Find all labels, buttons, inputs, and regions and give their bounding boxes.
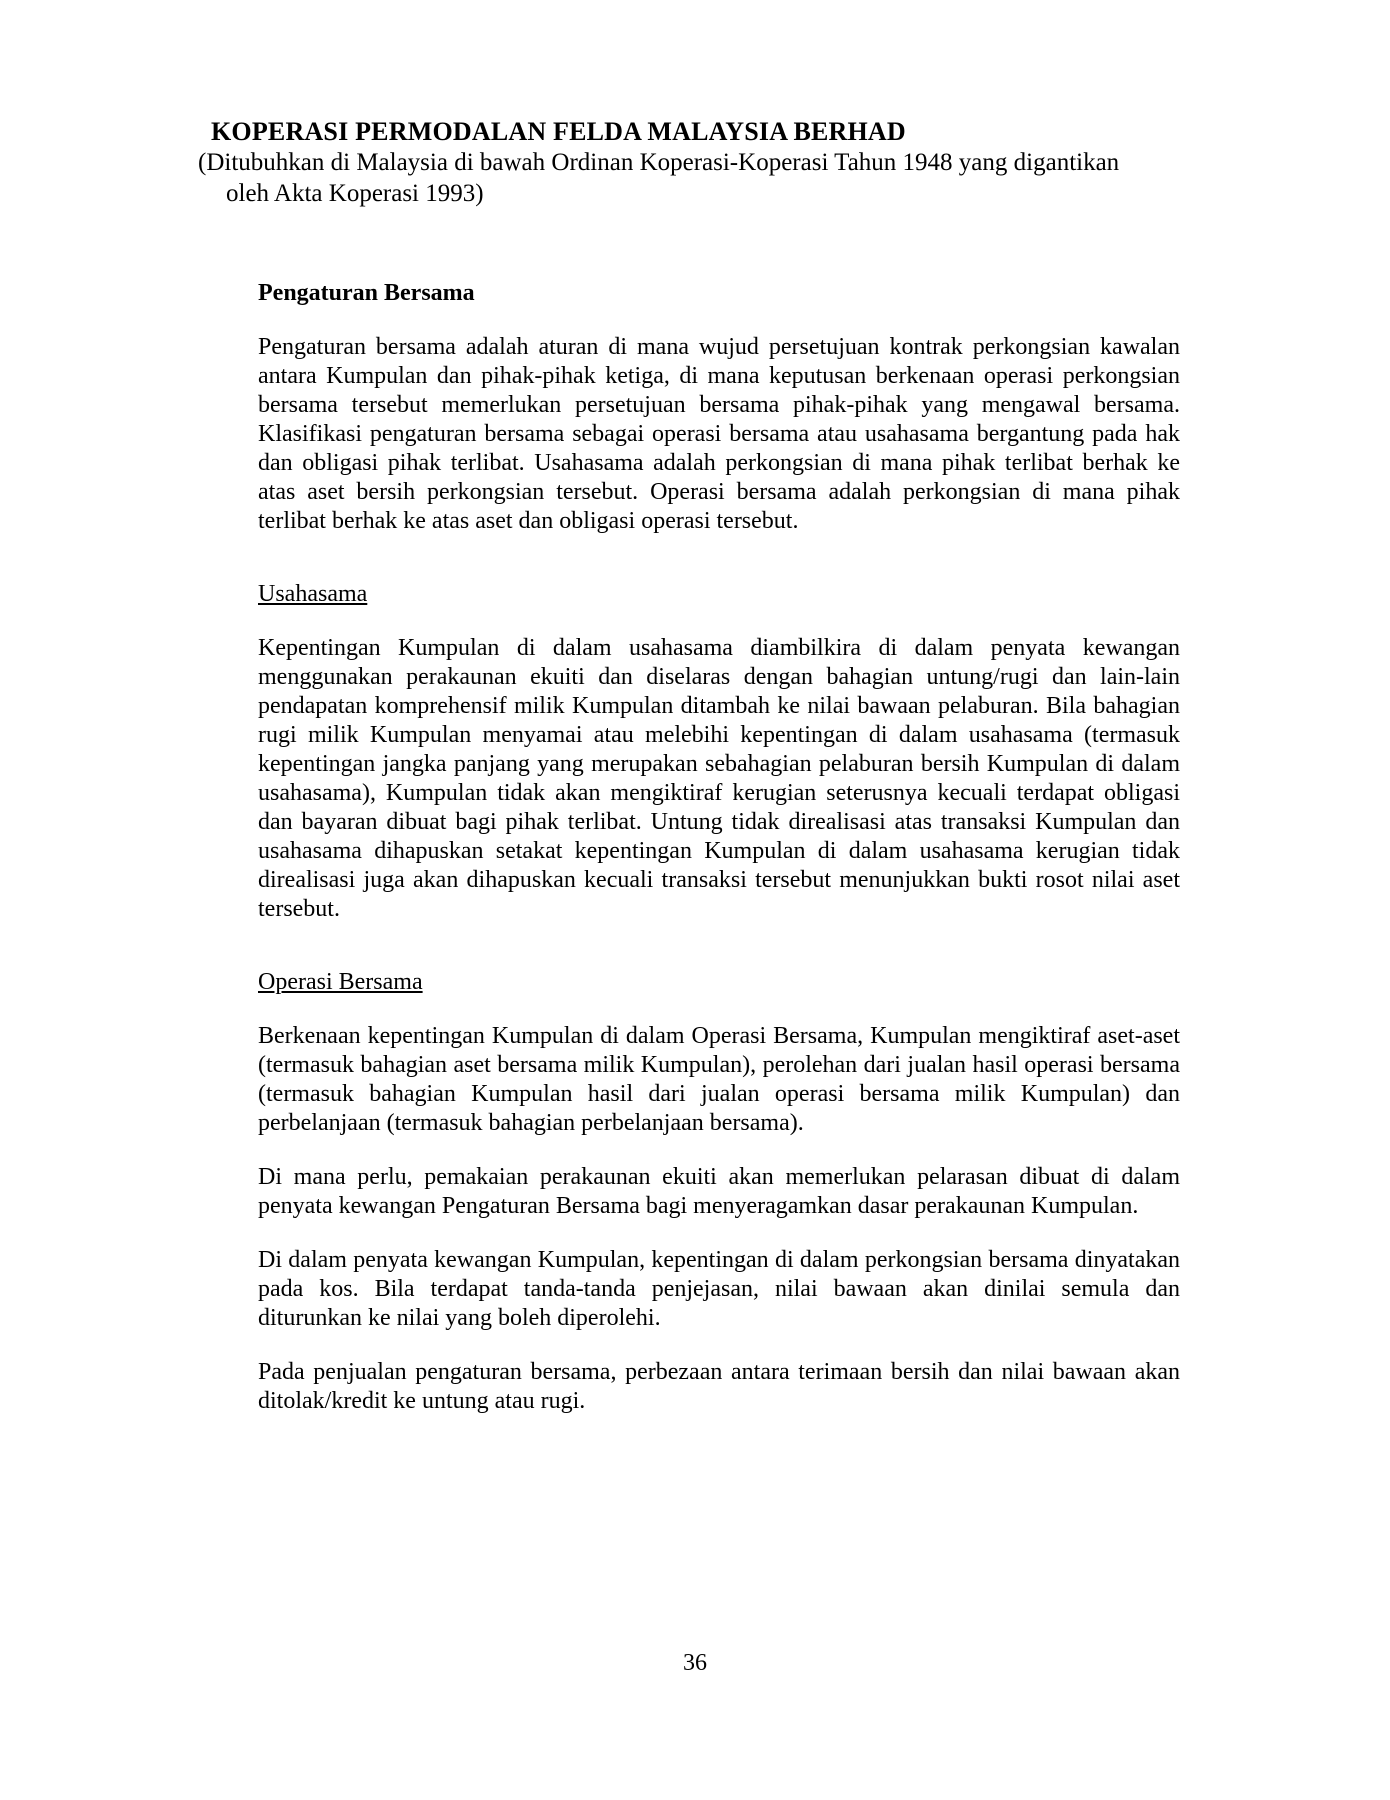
- paragraph: Pada penjualan pengaturan bersama, perbezaan antara terimaan bersih dan nilai bawaan akan ditolak/kredit ke untung atau rugi.: [258, 1359, 1180, 1414]
- document-header: [198, 0, 1198, 209]
- paragraph: Kepentingan Kumpulan di dalam usahasama diambilkira di dalam penyata kewangan menggunakan perakaunan ekuiti dan diselaras dengan bahagian untung/rugi dan lain-lain pendapatan komprehensif milik Kumpulan ditambah ke nilai bawaan pelaburan. Bila bahagian rugi milik Kumpulan menyamai atau melebihi kepentingan di dalam usahasama (termasuk kepentingan jangka panjang yang merupakan sebahagian pelaburan bersih Kumpulan di dalam usahasama), Kumpulan tidak akan mengiktiraf kerugian seterusnya kecuali terdapat obligasi dan bayaran dibuat bagi pihak terlibat. Untung tidak direalisasi atas transaksi Kumpulan dan usahasama dihapuskan setakat kepentingan Kumpulan di dalam usahasama kerugian tidak direalisasi juga akan dihapuskan kecuali transaksi tersebut menunjukkan bukti rosot nilai aset tersebut.: [258, 635, 1180, 922]
- paragraph: Pengaturan bersama adalah aturan di mana wujud persetujuan kontrak perkongsian kawalan antara Kumpulan dan pihak-pihak ketiga, di mana keputusan berkenaan operasi perkongsian bersama tersebut memerlukan persetujuan bersama pihak-pihak yang mengawal bersama. Klasifikasi pengaturan bersama sebagai operasi bersama atau usahasama bergantung pada hak dan obligasi pihak terlibat. Usahasama adalah perkongsian di mana pihak terlibat berhak ke atas aset bersih perkongsian tersebut. Operasi bersama adalah perkongsian di mana pihak terlibat berhak ke atas aset dan obligasi operasi tersebut.: [258, 334, 1180, 534]
- company-name: KOPERASI PERMODALAN FELDA MALAYSIA BERHAD: [211, 117, 906, 146]
- section-heading-operasi-bersama: Operasi Bersama: [258, 969, 423, 995]
- incorporation-note-line1: (Ditubuhkan di Malaysia di bawah Ordinan Koperasi-Koperasi Tahun 1948 yang digantikan: [198, 149, 1120, 176]
- paragraph: Berkenaan kepentingan Kumpulan di dalam Operasi Bersama, Kumpulan mengiktiraf aset-aset (termasuk bahagian aset bersama milik Kumpulan), perolehan dari jualan hasil operasi bersama (termasuk bahagian Kumpulan hasil dari jualan operasi bersama milik Kumpulan) dan perbelanjaan (termasuk bahagian perbelanjaan bersama).: [258, 1023, 1180, 1136]
- paragraph: Di mana perlu, pemakaian perakaunan ekuiti akan memerlukan pelarasan dibuat di dalam penyata kewangan Pengaturan Bersama bagi menyeragamkan dasar perakaunan Kumpulan.: [258, 1164, 1180, 1219]
- section-heading-usahasama: Usahasama: [258, 581, 368, 607]
- incorporation-note-line2: oleh Akta Koperasi 1993): [226, 180, 484, 207]
- paragraph: Di dalam penyata kewangan Kumpulan, kepentingan di dalam perkongsian bersama dinyatakan pada kos. Bila terdapat tanda-tanda penjejasan, nilai bawaan akan dinilai semula dan diturunkan ke nilai yang boleh diperolehi.: [258, 1247, 1180, 1331]
- document-body: [258, 279, 1180, 1416]
- page-number: 36: [683, 1650, 707, 1676]
- section-heading-pengaturan-bersama: Pengaturan Bersama: [258, 280, 475, 306]
